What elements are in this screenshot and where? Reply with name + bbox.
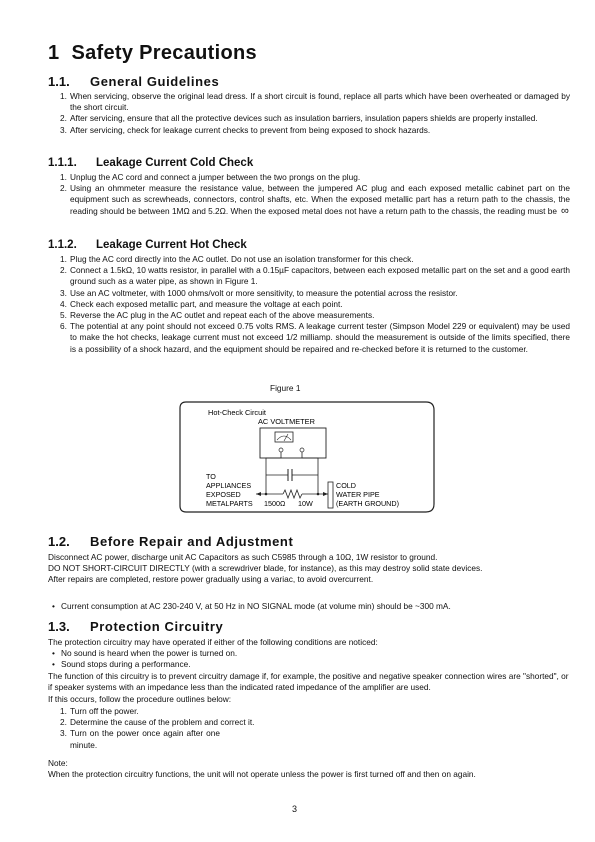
section-heading-cold-check: 1.1.1. Leakage Current Cold Check <box>48 157 254 169</box>
list-item: 3. After servicing, check for leakage current checks to prevent from being exposed to shock hazards. <box>60 124 431 135</box>
list-item: 1. Plug the AC cord directly into the AC outlet. Do not use an isolation transformer for this check. <box>60 254 414 264</box>
page-number: 3 <box>292 804 298 814</box>
repair-bullet: • Current consumption at AC 230-240 V, at 50 Hz in NO SIGNAL mode (at volume min) should be ~300 mA. <box>52 601 574 612</box>
list-item: 2. Determine the cause of the problem and correct it. <box>60 717 255 728</box>
arrow-right <box>323 492 328 496</box>
terminal-right <box>300 448 304 452</box>
note-text: When the protection circuitry functions, the unit will not operate unless the power is first turned off and then on again. <box>48 769 476 779</box>
svg-text:EXPOSED: EXPOSED <box>206 490 241 499</box>
arrow-left <box>256 492 261 496</box>
procedure-list <box>60 706 255 751</box>
list-item: 1. Turn off the power. <box>60 706 139 716</box>
circuit-title: Hot-Check Circuit <box>208 408 266 417</box>
protection-paragraph: The function of this circuitry is to prevent circuitry damage if, for example, the positive and negative speaker connection wires are "shorted", or if speaker systems with an impedance less than the indicated rated impedance of the amplifier are used. <box>48 671 569 693</box>
section-heading-repair: 1.2. Before Repair and Adjustment <box>48 534 294 549</box>
list-item: 2. Using an ohmmeter measure the resistance value, between the jumpered AC plug and each exposed metallic cabinet part on the equipment such as screwheads, connectors, control shafts, etc. When the exposed metallic part has a return path to the chassis, the reading should be between 1MΩ and 5.2Ω. When the exposed metal does not have a return path to the chassis, the reading must be ∞ <box>60 183 570 217</box>
list-item: 3. Use an AC voltmeter, with 1000 ohms/volt or more sensitivity, to measure the potential across the resistor. <box>60 287 458 298</box>
section-heading-hot-check: 1.1.2. Leakage Current Hot Check <box>48 239 247 251</box>
page-title: 1 Safety Precautions <box>48 42 257 64</box>
cold-check-list <box>60 172 570 217</box>
svg-text:METALPARTS: METALPARTS <box>206 499 253 508</box>
water-pipe <box>328 482 333 508</box>
list-item: 6. The potential at any point should not exceed 0.75 volts RMS. A leakage current tester (Simpson Model 229 or equivalent) may be used to make the hot checks, leakage current must not exceed 1/2 milliamp. should the measurement is outside of the limits specified, there is a possibility of a shock hazard, and the equipment should be repaired and re-checked before it is returned to the customer. <box>60 321 570 354</box>
repair-paragraph: Disconnect AC power, discharge unit AC Capacitors as such C5985 through a 10Ω, 1W resistor to ground. DO NOT SHORT-CIRCUIT DIRECTLY (with a screwdriver blade, for instance), as this may destroy solid state devices. After repairs are completed, restore power gradually using a variac, to avoid overcurrent. <box>48 552 483 585</box>
list-item: 1. Unplug the AC cord and connect a jumper between the two prongs on the plug. <box>60 172 361 182</box>
resistor-value: 1500Ω <box>264 499 286 508</box>
list-item: 5. Reverse the AC plug in the AC outlet and repeat each of the above measurements. <box>60 310 375 321</box>
list-item: 2. After servicing, ensure that all the protective devices such as insulation barriers, insulation papers shields are properly installed. <box>60 113 538 124</box>
infinity-symbol: ∞ <box>561 204 569 217</box>
list-item: 3. Turn on the power once again after one minute. <box>60 728 220 750</box>
hot-check-circuit-diagram <box>178 398 438 516</box>
svg-text:TO: TO <box>206 472 216 481</box>
section-heading-protection: 1.3. Protection Circuitry <box>48 619 224 634</box>
general-guidelines-list <box>60 91 570 136</box>
procedure-intro: If this occurs, follow the procedure outlines below: <box>48 694 232 704</box>
voltmeter-label: AC VOLTMETER <box>258 417 315 426</box>
section-heading-general-guidelines: 1.1. General Guidelines <box>48 74 220 89</box>
svg-text:(EARTH GROUND): (EARTH GROUND) <box>336 499 399 508</box>
list-item: 4. Check each exposed metallic part, and measure the voltage at each point. <box>60 298 343 309</box>
terminal-left <box>279 448 283 452</box>
svg-text:COLD: COLD <box>336 481 356 490</box>
list-item: 1. When servicing, observe the original lead dress. If a short circuit is found, replace all parts which have been overheated or damaged by the short circuit. <box>60 91 570 113</box>
svg-text:WATER PIPE: WATER PIPE <box>336 490 380 499</box>
wattage: 10W <box>298 499 313 508</box>
hot-check-list <box>60 254 570 355</box>
list-item: 2. Connect a 1.5kΩ, 10 watts resistor, in parallel with a 0.15µF capacitors, between each exposed metallic part on the set and a good earth ground such as a water pipe, as shown in Figure 1. <box>60 265 570 287</box>
note-label: Note: <box>48 758 68 768</box>
figure-caption: Figure 1 <box>270 383 301 393</box>
resistor <box>283 490 302 498</box>
protection-conditions: • No sound is heard when the power is turned on. • Sound stops during a performance. <box>52 648 574 670</box>
protection-intro: The protection circuitry may have operated if either of the following conditions are noticed: <box>48 637 378 647</box>
svg-text:APPLIANCES: APPLIANCES <box>206 481 252 490</box>
